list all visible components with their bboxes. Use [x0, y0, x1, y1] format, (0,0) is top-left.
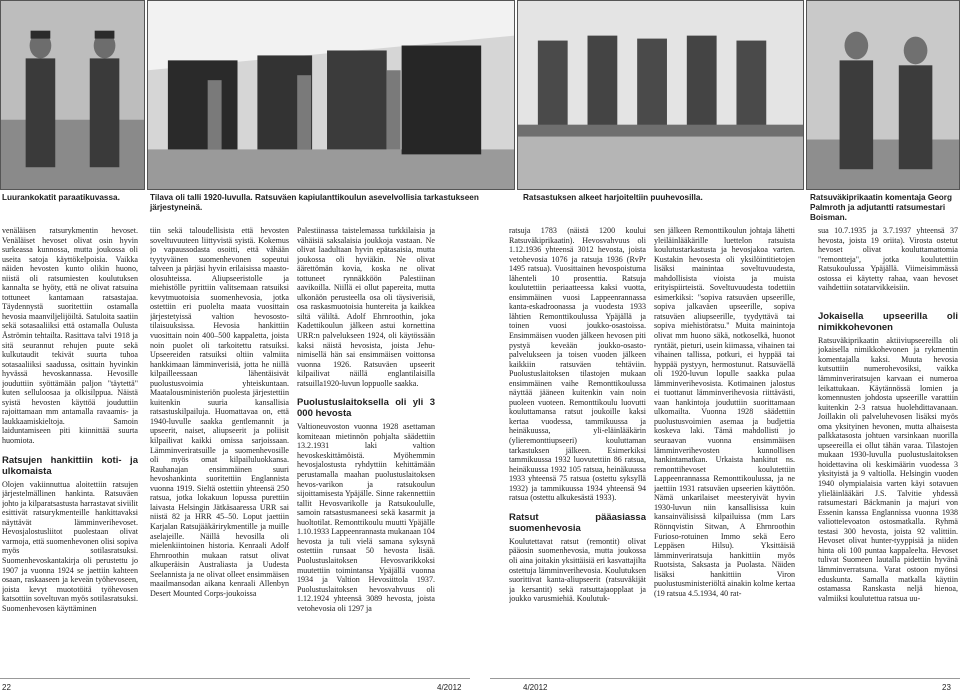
caption-center: Tilava oli talli 1920-luvulla. Ratsuväen kapiulanttikoulun asevelvollisia tarkastukseen järjestyneinä.: [150, 193, 479, 212]
footer-rule-right: [490, 678, 960, 679]
section-heading: Ratsut pääasiassa suomenhevosia: [509, 511, 646, 534]
column-1: [2, 226, 138, 674]
section-heading: Ratsujen hankittiin koti- ja ulkomaista: [2, 454, 138, 477]
issue-label-right: 4/2012: [523, 683, 548, 692]
photo-wooden-horses: [517, 0, 804, 190]
paragraph: Koulutettavat ratsut (remontit) olivat pääosin suomenhevosia, mutta joukossa oli aina joitakin yksittäisiä eri kasvattajilta ostettuja lämminverihevosia. Koulutuksen suorittivat kanta-aliupseerit (ratsuväkijät ja kersantit) sekä ratsuttajaopplaat ja joukko varusmiehiä. Koulutuk-: [509, 536, 646, 604]
column-3: [297, 226, 435, 674]
photo-officers-parade: [0, 0, 145, 190]
section-heading: Jokaisella upseerilla oli nimikkohevonen: [818, 310, 958, 333]
page-number-left: 22: [2, 683, 11, 692]
paragraph: ratsuja 1783 (näistä 1200 koului Ratsuväkiprikaatin). Hevosvahvuus oli 1.12.1936 yhteensä 3012 hevosta, joista vetohevosia 1076 ja ratsuja 1936 (RvPr 1495 ratsua). Vuosittainen hevospoistuma lähenteli 10 prosenttia. Ratsuja koulutettiin periaatteessa kaksi vuotta, ensimmäinen vuosi Lappeenrannassa kanta-eskadroonassa ja vuodesta 1933 lähtien Remonttikoulussa Ypäjällä ja toinen vuosi joukko-osastoissa. Ensimmäisen vuoden jälkeen hevosen piti pystyä keveään joukko-osasto-palvelukseen ja toisen vuoden jälkeen kaikkiin ratsuväen tehtäviin. Puolustuslaitoksen tilastojen mukaan ensimmäinen vaihe Remonttikoulussa näyttää jääneen kuitenkin vain noin puoleen vuoteen. Remonttikoulu luovutti kouluttamansa ratsut joukoille kaksi kertaa vuodessa, tammikuussa ja heinäkuussa, yli-eläinlääkärin (ylieremonttiupseeri) kouluttaman tarkastuksen jälkeen. Esimerkiksi tammikuussa 1932 luovutettiin 86 ratsua, heinäkuussa 1932 105 ratsua, heinäkuussa 1933 yhteensä 75 ratsua (ostettu syksyllä 1932) ja tammikuussa 1934 yhteensä 94 ratsua (ostettu alkukesästä 1933).: [509, 226, 646, 503]
column-5: [654, 226, 795, 674]
photo-stable: [147, 0, 515, 190]
column-4: [509, 226, 646, 674]
footer-rule-left: [0, 678, 470, 679]
paragraph: sen jälkeen Remonttikoulun johtaja lähetti yleiläinlääkärille luettelon ratsuista koulutustarkastusta ja hevosjakoa varten. Kustakin hevosesta oli yksilöintitietojen lisäksi mainintaa soveltuvuudesta, mahdollisista vioista ja muista erityispiirteistä. Soveltuvuudesta todettiin esimerkiksi: "sopiva ratsuväen upseerille, sopiva jalkaväen upseerille, sopiva ratsuväen aliupseerille, tyydyttävä tai sopiva miehistöratsu." Muita mainintoja olivat mm huono säkä, notkoselkä, huonot ryntäät, pieturi, usein kiimassa, vihainen tai vihainen tallissa, potkuri, ei hyppää tai hyppää pystyyn, hermostunut. Ratsuväellä oli 1920-luvun lopulle saakka pulaa lämminverihevosista. Kotimainen jalostus ei tuottanut lämminverihevosia riittävästi, vaan hankintoja jouduttiin suorittamaan ulkomailta. Vuonna 1928 säädettiin puolustusvoimien asemaa ja budjettia koskeva laki. Tämä mahdollisti jo seuraavan vuonna ensimmäisen lämminverihevosten kunnollisen hankintamatkan. Urkaista hankitut ns. remonttihevoset koulutettiin Lappeenrannassa Remonttikoulussa, ja ne jaettiin 1931 ratsuväen upseerien käyttöön. Nämä unkarilaiset meesteryivät hyvin 1930-luvun niin kansallisissa kuin kansainvälisissä kilpailuissa (mm Lars Rönnqvistin Sitwan, A Ehrnroothin Furioso-rotuinen Immo sekä Eero Leppäsen Hilsu). Yksittäisiä lämminveriratsuja hankittiin myös Ruotsista, Saksasta ja Puolasta. Näiden lisäksi hankittiin Viron puolustusministeriöltä ainakin kolme kertaa (19 ratsua 4.5.1934, 40 rat-: [654, 226, 795, 598]
paragraph: Olojen vakiinnuttua aloitettiin ratsujen järjestelmällinen hankinta. Ratsuväen johto ja kilparatsastusta harrastavat siviilit esittivät ratsurykmenteille hankittavaksi näyttävät lämminverihevoset. Hevosjalostusliitot puolestaan olivat varmoja, että suomenhevonen olisi sopiva myös sotilasratsuksi. Suomenhevoskantakirja oli perustettu jo 1907 ja vuonna 1924 se jaettiin kahteen osaan, raskaaseen ja keveän työhevoseen, joista kevyt muototöitä työhevosen katsottiin soveltuvan myös sotilasratsuksi. Suomenhevosen käyttäminen: [2, 479, 138, 613]
caption-left: Luurankokatit paraatikuvassa.: [2, 193, 120, 202]
photo-commander: [806, 0, 960, 190]
column-2: [150, 226, 289, 674]
caption-far-right: Ratsuväkiprikaatin komentaja Georg Palmroth ja adjutantti ratsumestari Boisman.: [810, 193, 952, 222]
paragraph: tiin sekä taloudellisista että hevosten soveltuvuuteen liittyvistä syistä. Kokemus jo vapaussodasta osoitti, että vähään tyytyväinen suomenhevonen sopeutui talveen ja pärjäsi hyvin erilaisissa maasto-olosuhteissa. Aliupseeristolle ja miehistölle pyrittiin valitsemaan ratsuiksi kevytmuotoisia suomenhevosia, jotka ostettiin eri puolelta maata vuosittain järjestetyissä valtion hevososto-tilaisuuksissa. Hevosia hankittiin vuosittain noin 400–500 kappaletta, joista noin puolet oli tarkoitettu ratsuiksi. Upseereiden ratsuiksi oltiin valmiita hankkimaan lämminverisiä, jotta he niillä kilpailleessaan lähentäisivät puolustusvoimia yhteiskuntaan. Maatalousministeriön puolesta järjestettiin kuitenkin suuria kansallisia ratsastuskilpailuja. Huomattavaa on, että 1940-luvulle saakka gentlemannit ja upseerit, naiset, aliupseerit ja poliisit kilpailivat kaikki omissa sarjoissaan. Lämminveriratsuille ja suomenhevosille oli myös omat kilpailuluokkansa. Rauhanajan ensimmäinen suuri hevoshankinta suoritettiin Englannista vuonna 1919. Sieltä ostettiin yhteensä 250 ratsua, jotka lokakuun lopussa purettiin laivasta Helsingin Jätkäsaaressa URR sai niistä 82 ja HRR 45–50. Loput jaettiin Karjalan Ratsujääkärirykmentille ja muille aselajeille. Näillä hevosilla oli mielenkiintoinen historia. Kenraali Adolf Ehrnroothin mukaan ratsut olivat alkuperäisin Australiasta ja Uudesta Seelannista ja ne olivat olleet ensimmäisen maailmansodan aikana kenraali Allenbyn Desert Mounted Corps-joukoissa: [150, 226, 289, 598]
paragraph: Valtioneuvoston vuonna 1928 asettaman komiteaan mietinnön pohjalta säädettiin 13.2.1931 laki valtion hevoskeskittämöistä. Myöhemmin hevosjalostusta ryhdyttiin kehittämään perustamalla maahan puolustuslaitoksen hevos-varikon ja ratsukoulun sijoittamisesta Ypäjälle. Sinne rakennettiin tallit Hevosvarikolle ja Ratsukoululle, samoin ratsastusmaneesi sekä kasarmit ja huoltotilat. Remonttikoulu muutti Ypäjälle 1.10.1933 Lappeenrannasta mukanaan 104 hevosta ja tuli vielä samana syksynä ostettiin runsaat 50 hevosta lisää. Puolustuslaitoksen Hevosvarikkoksi muutettiin toimintansa Ypäjällä vuonna 1934 ja Valtion Hevosiittola 1937. Puolustuslaitoksen hevosvahvuus oli 1.12.1924 yhteensä 3089 hevosta, joista vetohevosia oli 1297 ja: [297, 422, 435, 613]
section-heading: Puolustuslaitoksella oli yli 3 000 hevosta: [297, 397, 435, 420]
paragraph: sua 10.7.1935 ja 3.7.1937 yhteensä 37 hevosta, joista 19 oriita). Virosta ostetut hevoset olivat kouluttamattomia "remontteja", jotka koulutettiin Ratsukoulussa Ypäjällä. Viimeisimmässä ostossa ei käytetty rahaa, vaan hevoset vaihdettiin sotatarvikkeisiin.: [818, 226, 958, 293]
paragraph: Palestiinassa taistelemassa turkkilaisia ja vähäisiä saksalaisia joukkoja vastaan. Ne olivat laadultaan hyvin epätasaisia, mutta joukossa oli hyviäkin. Ne olivat äärettömän kovia, koska ne olivat tottuneet rynnäkköön Palestiinan aavikoilla. Niillä ei ollut papereita, mutta ulkonäön perusteella osa oli täysiverisiä, osa raskasmuotoisia huntereita ja kaikkea siltä väliltä. Adolf Ehrnroothin, joka Kadettikoulun jälkeen astui kornettina URR:n palvelukseen 1924, oli käytössään kaksi näistä hevosista, joista Jehu-nimisellä hän sai ensimmäisen voittonsa vuonna 1926. Ratsuväen upseerit kilpailivat näillä englantilaisilla ratsuilla1920-luvun loppuolle saakka.: [297, 226, 435, 388]
column-6: [818, 226, 958, 674]
page-number-right: 23: [942, 683, 951, 692]
paragraph: Ratsuväkiprikaatin aktiiviupseereilla oli jokaisella nimikkohevonen ja rykmentin komentajalla kaksi. Muuta hevosia kutsuttiin numerohevosiksi, vaikka lämminveriratsujen karvaan ei numeroa leikattukaan. Käytännössä lomien ja komennusten johdosta upseerille varattiin kuitenkin 2-3 ratsua huolehdittavanaan. Joillakin oli palveluhevosen lisäksi myös oma yksityinen hevonen, mutta alhaisesta palkkatasosta johtuen varsinkaan nuorilla upseereilla ei ollut tähän varaa. Tilastojen mukaan 1930-luvulla puolustuslaitoksen hoidettavina oli keskimäärin vuodessa 3 yksityistä ja 9 valtiolla. Helsingin vuoden 1940 olympialaisia varten käyi sotavuen ylieläinlääkäri J.S. Talvitie yhdessä ratsumestari Bäckmanin ja majuri von Essenin kanssa Englannissa vuonna 1938 valiottelevoaton ostosmatkalla. Ryhmä testasi 300 hevosta, joista 92 valittiin. Hevoset olivat hunter-tyyppisiä ja niiden hinta oli 100 puntaa kappaleelta. Hevoset tulivat Suomeen lautalla pidettiin hyvänä lämminverratsuna. Varat ostoon myönsi eduskunta. Samalla matkalla käytiin ostamassa Ranskasta neljä hienoa, valmiiksi koulutettua ratsua uu-: [818, 335, 958, 603]
issue-label-left: 4/2012: [437, 683, 462, 692]
caption-right: Ratsastuksen alkeet harjoiteltiin puuhevosilla.: [523, 193, 703, 202]
paragraph: venäläisen ratsurykmentin hevoset. Venäläiset hevoset olivat osin hyvin surkeassa kunnossa, mutta joukossa oli useita satoja käyttökelpoisia. Vaikka näiden hevosten kunto olikin huono, niistä oli ratsumiesten koulutuksen kannalta se hyöty, että ne olivat ratsuina tottuneet kantamaan ratsastajaa. Täydennystä suoritettiin ostamalla hevosia maanviljelijöiltä. Satuloita saatiin sekä sotasaaliiksi että ostamalla Oulusta Åströmin tehtailta. Rasittava talvi 1918 ja sitä seurannut rehujen puute sekä kulkutaudit tekivät suurta tuhoa sotasaaliiksi saadussa, osittain hyvinkin hyvässä hevoskannassa. Hevosille jouduttiin syöttämään paljon "täytettä" kuten selluloosaa ja olkisilppua. Näistä syistä hevosten käyttöä jouduttiin rajoittamaan mm antamalla ravaamis- ja laukkaamiskieltoja. Samoin laiduntamiseen piti kiinnittää suurta huomiota.: [2, 226, 138, 446]
